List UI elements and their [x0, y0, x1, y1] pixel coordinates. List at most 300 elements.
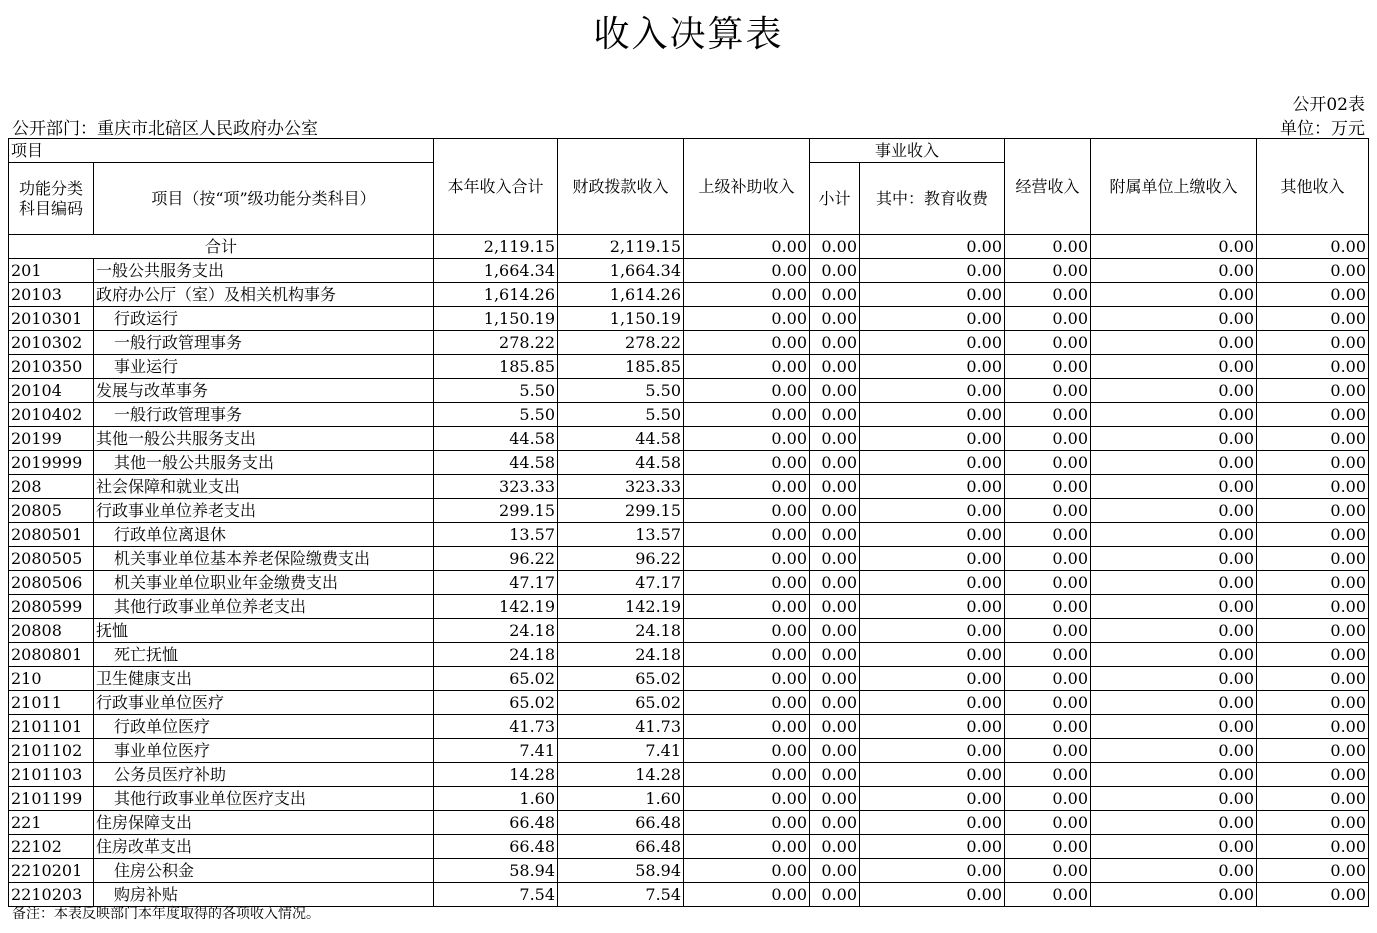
- row-value: 7.54: [558, 883, 684, 907]
- row-value: 14.28: [558, 763, 684, 787]
- row-value: 0.00: [1005, 667, 1091, 691]
- row-value: 0.00: [684, 283, 810, 307]
- row-code: 2010301: [9, 307, 94, 331]
- row-value: 0.00: [1005, 451, 1091, 475]
- row-value: 0.00: [810, 739, 860, 763]
- unit-label: 单位：万元: [1280, 119, 1365, 139]
- row-value: 0.00: [1257, 811, 1369, 835]
- row-value: 299.15: [434, 499, 558, 523]
- table-row: [9, 475, 1369, 499]
- header-other: 其他收入: [1257, 139, 1369, 235]
- table-row: [9, 643, 1369, 667]
- table-row: [9, 811, 1369, 835]
- row-value: 0.00: [1005, 331, 1091, 355]
- table-row: [9, 331, 1369, 355]
- row-value: 0.00: [684, 667, 810, 691]
- row-value: 0.00: [810, 523, 860, 547]
- row-value: 47.17: [434, 571, 558, 595]
- row-value: 0.00: [810, 715, 860, 739]
- table-row: [9, 307, 1369, 331]
- row-value: 0.00: [860, 571, 1005, 595]
- row-code: 20103: [9, 283, 94, 307]
- row-value: 0.00: [1005, 355, 1091, 379]
- table-row: [9, 283, 1369, 307]
- row-code: 2080506: [9, 571, 94, 595]
- row-value: 0.00: [1091, 811, 1257, 835]
- header-affiliate: 附属单位上缴收入: [1091, 139, 1257, 235]
- row-value: 0.00: [1257, 379, 1369, 403]
- row-value: 7.41: [558, 739, 684, 763]
- row-code: 2080505: [9, 547, 94, 571]
- row-value: 0.00: [1091, 403, 1257, 427]
- row-value: 0.00: [810, 547, 860, 571]
- table-row: [9, 739, 1369, 763]
- row-value: 278.22: [558, 331, 684, 355]
- row-name: 政府办公厅（室）及相关机构事务: [94, 283, 434, 307]
- row-code: 20104: [9, 379, 94, 403]
- row-value: 0.00: [1091, 427, 1257, 451]
- row-value: 185.85: [434, 355, 558, 379]
- row-value: 0.00: [860, 283, 1005, 307]
- row-value: 0.00: [860, 763, 1005, 787]
- row-value: 65.02: [434, 691, 558, 715]
- row-name: 行政单位离退休: [94, 523, 434, 547]
- row-value: 0.00: [1005, 499, 1091, 523]
- row-value: 13.57: [558, 523, 684, 547]
- row-name: 住房改革支出: [94, 835, 434, 859]
- total-cell: 0.00: [860, 235, 1005, 259]
- table-row: [9, 499, 1369, 523]
- row-value: 0.00: [1005, 475, 1091, 499]
- row-value: 0.00: [684, 643, 810, 667]
- total-row: [9, 235, 1369, 259]
- row-value: 0.00: [1257, 283, 1369, 307]
- row-value: 0.00: [860, 811, 1005, 835]
- row-value: 0.00: [684, 859, 810, 883]
- row-value: 0.00: [1005, 691, 1091, 715]
- row-value: 0.00: [860, 307, 1005, 331]
- row-name: 公务员医疗补助: [94, 763, 434, 787]
- total-cell: 0.00: [1257, 235, 1369, 259]
- row-value: 0.00: [1091, 331, 1257, 355]
- row-value: 0.00: [1091, 547, 1257, 571]
- row-value: 0.00: [860, 883, 1005, 907]
- row-code: 2101199: [9, 787, 94, 811]
- table-row: [9, 451, 1369, 475]
- row-value: 0.00: [1091, 475, 1257, 499]
- row-value: 44.58: [434, 427, 558, 451]
- table-row: [9, 595, 1369, 619]
- row-name: 死亡抚恤: [94, 643, 434, 667]
- row-value: 0.00: [1005, 547, 1091, 571]
- row-value: 0.00: [810, 643, 860, 667]
- row-value: 0.00: [810, 283, 860, 307]
- row-value: 0.00: [684, 619, 810, 643]
- row-value: 0.00: [1091, 859, 1257, 883]
- row-value: 0.00: [1257, 763, 1369, 787]
- row-value: 0.00: [1257, 523, 1369, 547]
- row-value: 0.00: [1091, 883, 1257, 907]
- row-value: 1,664.34: [558, 259, 684, 283]
- row-value: 14.28: [434, 763, 558, 787]
- row-value: 0.00: [684, 523, 810, 547]
- total-label: 合计: [9, 235, 434, 259]
- row-value: 0.00: [684, 883, 810, 907]
- table-row: [9, 571, 1369, 595]
- row-name: 其他行政事业单位医疗支出: [94, 787, 434, 811]
- row-name: 行政事业单位医疗: [94, 691, 434, 715]
- row-value: 0.00: [684, 763, 810, 787]
- row-value: 0.00: [684, 811, 810, 835]
- row-value: 0.00: [1091, 763, 1257, 787]
- row-value: 0.00: [1257, 451, 1369, 475]
- row-value: 0.00: [1005, 763, 1091, 787]
- row-value: 0.00: [1005, 307, 1091, 331]
- row-value: 0.00: [860, 379, 1005, 403]
- row-name: 抚恤: [94, 619, 434, 643]
- row-value: 0.00: [1257, 859, 1369, 883]
- row-value: 0.00: [810, 331, 860, 355]
- row-value: 44.58: [558, 427, 684, 451]
- row-value: 0.00: [684, 499, 810, 523]
- row-value: 44.58: [434, 451, 558, 475]
- table-row: [9, 619, 1369, 643]
- header-subtotal: 小计: [810, 163, 860, 235]
- table-row: [9, 787, 1369, 811]
- row-value: 0.00: [684, 691, 810, 715]
- row-name: 社会保障和就业支出: [94, 475, 434, 499]
- row-value: 278.22: [434, 331, 558, 355]
- row-code: 2210203: [9, 883, 94, 907]
- row-code: 2019999: [9, 451, 94, 475]
- row-value: 66.48: [558, 811, 684, 835]
- row-value: 0.00: [1005, 427, 1091, 451]
- row-code: 2010302: [9, 331, 94, 355]
- row-value: 0.00: [810, 307, 860, 331]
- header-operation: 经营收入: [1005, 139, 1091, 235]
- row-value: 0.00: [1257, 691, 1369, 715]
- row-value: 0.00: [1005, 715, 1091, 739]
- header-code-line1: 功能分类: [18, 178, 83, 198]
- row-value: 0.00: [1257, 259, 1369, 283]
- row-value: 0.00: [1091, 451, 1257, 475]
- table-row: [9, 379, 1369, 403]
- row-value: 0.00: [810, 355, 860, 379]
- row-value: 0.00: [684, 571, 810, 595]
- row-value: 0.00: [810, 667, 860, 691]
- row-value: 0.00: [810, 259, 860, 283]
- row-name: 机关事业单位职业年金缴费支出: [94, 571, 434, 595]
- row-value: 323.33: [434, 475, 558, 499]
- row-value: 0.00: [1091, 283, 1257, 307]
- row-value: 0.00: [810, 595, 860, 619]
- total-cell: 0.00: [1091, 235, 1257, 259]
- row-value: 0.00: [1091, 595, 1257, 619]
- header-total: 本年收入合计: [434, 139, 558, 235]
- row-value: 0.00: [1091, 787, 1257, 811]
- row-code: 22102: [9, 835, 94, 859]
- row-value: 0.00: [1005, 835, 1091, 859]
- row-value: 0.00: [1257, 667, 1369, 691]
- row-value: 0.00: [1005, 619, 1091, 643]
- header-superior: 上级补助收入: [684, 139, 810, 235]
- row-name: 事业单位医疗: [94, 739, 434, 763]
- row-value: 0.00: [810, 835, 860, 859]
- row-value: 58.94: [434, 859, 558, 883]
- row-value: 0.00: [810, 883, 860, 907]
- row-code: 2080801: [9, 643, 94, 667]
- row-value: 0.00: [860, 667, 1005, 691]
- row-code: 2010402: [9, 403, 94, 427]
- row-value: 0.00: [684, 475, 810, 499]
- row-value: 0.00: [1257, 547, 1369, 571]
- row-value: 0.00: [1091, 499, 1257, 523]
- row-value: 0.00: [1005, 283, 1091, 307]
- row-name: 发展与改革事务: [94, 379, 434, 403]
- row-code: 20808: [9, 619, 94, 643]
- row-name: 一般行政管理事务: [94, 403, 434, 427]
- table-row: [9, 547, 1369, 571]
- row-name: 其他一般公共服务支出: [94, 451, 434, 475]
- row-value: 0.00: [860, 547, 1005, 571]
- row-value: 0.00: [1005, 595, 1091, 619]
- row-value: 65.02: [434, 667, 558, 691]
- row-value: 0.00: [860, 331, 1005, 355]
- row-value: 0.00: [684, 451, 810, 475]
- row-value: 0.00: [1005, 643, 1091, 667]
- row-value: 0.00: [810, 571, 860, 595]
- row-value: 0.00: [860, 595, 1005, 619]
- row-value: 0.00: [810, 403, 860, 427]
- row-value: 0.00: [684, 403, 810, 427]
- row-value: 0.00: [1091, 307, 1257, 331]
- table-row: [9, 835, 1369, 859]
- income-table: [8, 138, 1369, 907]
- row-value: 24.18: [558, 619, 684, 643]
- row-value: 0.00: [1257, 643, 1369, 667]
- row-value: 0.00: [860, 259, 1005, 283]
- row-value: 0.00: [1005, 259, 1091, 283]
- row-value: 0.00: [684, 355, 810, 379]
- row-value: 0.00: [1005, 739, 1091, 763]
- row-value: 0.00: [1005, 523, 1091, 547]
- row-value: 0.00: [810, 763, 860, 787]
- row-value: 0.00: [860, 427, 1005, 451]
- row-value: 1,150.19: [434, 307, 558, 331]
- table-row: [9, 667, 1369, 691]
- row-value: 299.15: [558, 499, 684, 523]
- row-value: 0.00: [1257, 571, 1369, 595]
- total-cell: 2,119.15: [434, 235, 558, 259]
- header-business: 事业收入: [810, 139, 1005, 163]
- row-value: 0.00: [1257, 355, 1369, 379]
- page-title: 收入决算表: [593, 14, 784, 55]
- row-value: 96.22: [558, 547, 684, 571]
- row-value: 0.00: [810, 811, 860, 835]
- row-value: 0.00: [1005, 403, 1091, 427]
- row-name: 事业运行: [94, 355, 434, 379]
- row-value: 0.00: [860, 403, 1005, 427]
- row-value: 0.00: [684, 835, 810, 859]
- row-value: 65.02: [558, 691, 684, 715]
- row-name: 其他一般公共服务支出: [94, 427, 434, 451]
- row-value: 0.00: [1091, 691, 1257, 715]
- row-value: 0.00: [810, 379, 860, 403]
- table-row: [9, 427, 1369, 451]
- row-value: 1,150.19: [558, 307, 684, 331]
- row-value: 323.33: [558, 475, 684, 499]
- row-code: 2101101: [9, 715, 94, 739]
- row-name: 一般行政管理事务: [94, 331, 434, 355]
- header-edu: 其中：教育收费: [860, 163, 1005, 235]
- row-value: 0.00: [860, 619, 1005, 643]
- row-value: 0.00: [1257, 307, 1369, 331]
- row-value: 0.00: [860, 475, 1005, 499]
- row-value: 0.00: [684, 427, 810, 451]
- row-code: 210: [9, 667, 94, 691]
- row-code: 2101103: [9, 763, 94, 787]
- row-value: 0.00: [810, 859, 860, 883]
- table-body: [9, 259, 1369, 907]
- row-value: 0.00: [860, 451, 1005, 475]
- total-cell: 2,119.15: [558, 235, 684, 259]
- table-row: [9, 763, 1369, 787]
- table-row: [9, 259, 1369, 283]
- row-value: 0.00: [1257, 619, 1369, 643]
- row-value: 0.00: [1091, 643, 1257, 667]
- row-value: 142.19: [558, 595, 684, 619]
- row-name: 行政事业单位养老支出: [94, 499, 434, 523]
- row-value: 24.18: [434, 643, 558, 667]
- row-value: 0.00: [684, 331, 810, 355]
- row-name: 一般公共服务支出: [94, 259, 434, 283]
- row-code: 2210201: [9, 859, 94, 883]
- row-value: 24.18: [434, 619, 558, 643]
- row-value: 0.00: [684, 259, 810, 283]
- row-value: 0.00: [1257, 499, 1369, 523]
- row-code: 2080599: [9, 595, 94, 619]
- row-value: 0.00: [860, 523, 1005, 547]
- row-value: 0.00: [684, 307, 810, 331]
- row-value: 0.00: [1091, 379, 1257, 403]
- row-value: 0.00: [684, 787, 810, 811]
- row-value: 66.48: [558, 835, 684, 859]
- row-value: 0.00: [1257, 739, 1369, 763]
- row-code: 2101102: [9, 739, 94, 763]
- row-value: 0.00: [1091, 715, 1257, 739]
- header-code-line2: 科目编码: [18, 198, 83, 218]
- row-value: 0.00: [860, 835, 1005, 859]
- row-value: 0.00: [810, 451, 860, 475]
- table-row: [9, 859, 1369, 883]
- row-value: 0.00: [860, 787, 1005, 811]
- row-value: 0.00: [810, 427, 860, 451]
- row-name: 其他行政事业单位养老支出: [94, 595, 434, 619]
- row-name: 行政运行: [94, 307, 434, 331]
- row-value: 0.00: [1091, 739, 1257, 763]
- row-value: 7.54: [434, 883, 558, 907]
- row-value: 66.48: [434, 811, 558, 835]
- row-name: 行政单位医疗: [94, 715, 434, 739]
- row-value: 58.94: [558, 859, 684, 883]
- table-row: [9, 715, 1369, 739]
- row-value: 0.00: [810, 499, 860, 523]
- form-number: 公开02表: [1292, 95, 1365, 115]
- row-name: 住房保障支出: [94, 811, 434, 835]
- row-value: 0.00: [860, 715, 1005, 739]
- row-value: 0.00: [1005, 787, 1091, 811]
- row-value: 66.48: [434, 835, 558, 859]
- row-value: 0.00: [860, 499, 1005, 523]
- row-value: 0.00: [684, 379, 810, 403]
- row-value: 0.00: [810, 787, 860, 811]
- total-cell: 0.00: [810, 235, 860, 259]
- row-value: 0.00: [1257, 715, 1369, 739]
- row-code: 20805: [9, 499, 94, 523]
- row-value: 0.00: [1257, 883, 1369, 907]
- total-cell: 0.00: [684, 235, 810, 259]
- row-code: 2010350: [9, 355, 94, 379]
- row-value: 1,664.34: [434, 259, 558, 283]
- row-value: 0.00: [1257, 331, 1369, 355]
- table-row: [9, 355, 1369, 379]
- row-value: 0.00: [1005, 859, 1091, 883]
- row-value: 0.00: [860, 691, 1005, 715]
- footnote: 备注：本表反映部门本年度取得的各项收入情况。: [12, 906, 320, 922]
- row-value: 41.73: [434, 715, 558, 739]
- row-value: 0.00: [810, 619, 860, 643]
- row-value: 0.00: [1091, 835, 1257, 859]
- row-value: 0.00: [1257, 595, 1369, 619]
- row-value: 5.50: [434, 379, 558, 403]
- header-fiscal: 财政拨款收入: [558, 139, 684, 235]
- row-code: 208: [9, 475, 94, 499]
- header-item-name: 项目（按“项”级功能分类科目）: [94, 163, 434, 235]
- row-value: 7.41: [434, 739, 558, 763]
- row-value: 24.18: [558, 643, 684, 667]
- row-value: 0.00: [1091, 571, 1257, 595]
- row-value: 0.00: [860, 739, 1005, 763]
- table-row: [9, 691, 1369, 715]
- row-code: 2080501: [9, 523, 94, 547]
- row-value: 0.00: [810, 691, 860, 715]
- row-value: 0.00: [1257, 475, 1369, 499]
- header-code: [9, 163, 94, 235]
- row-value: 142.19: [434, 595, 558, 619]
- total-cell: 0.00: [1005, 235, 1091, 259]
- department-label: 公开部门：重庆市北碚区人民政府办公室: [12, 119, 318, 139]
- row-value: 0.00: [1091, 523, 1257, 547]
- row-name: 机关事业单位基本养老保险缴费支出: [94, 547, 434, 571]
- row-name: 购房补贴: [94, 883, 434, 907]
- row-value: 0.00: [684, 739, 810, 763]
- row-name: 卫生健康支出: [94, 667, 434, 691]
- row-value: 0.00: [1091, 667, 1257, 691]
- row-value: 0.00: [1005, 571, 1091, 595]
- row-code: 21011: [9, 691, 94, 715]
- row-value: 0.00: [1005, 379, 1091, 403]
- row-value: 0.00: [1257, 427, 1369, 451]
- row-value: 0.00: [1091, 259, 1257, 283]
- row-value: 65.02: [558, 667, 684, 691]
- row-value: 0.00: [860, 355, 1005, 379]
- row-value: 41.73: [558, 715, 684, 739]
- row-code: 20199: [9, 427, 94, 451]
- row-value: 0.00: [1005, 811, 1091, 835]
- table-row: [9, 403, 1369, 427]
- row-value: 0.00: [810, 475, 860, 499]
- row-value: 0.00: [860, 859, 1005, 883]
